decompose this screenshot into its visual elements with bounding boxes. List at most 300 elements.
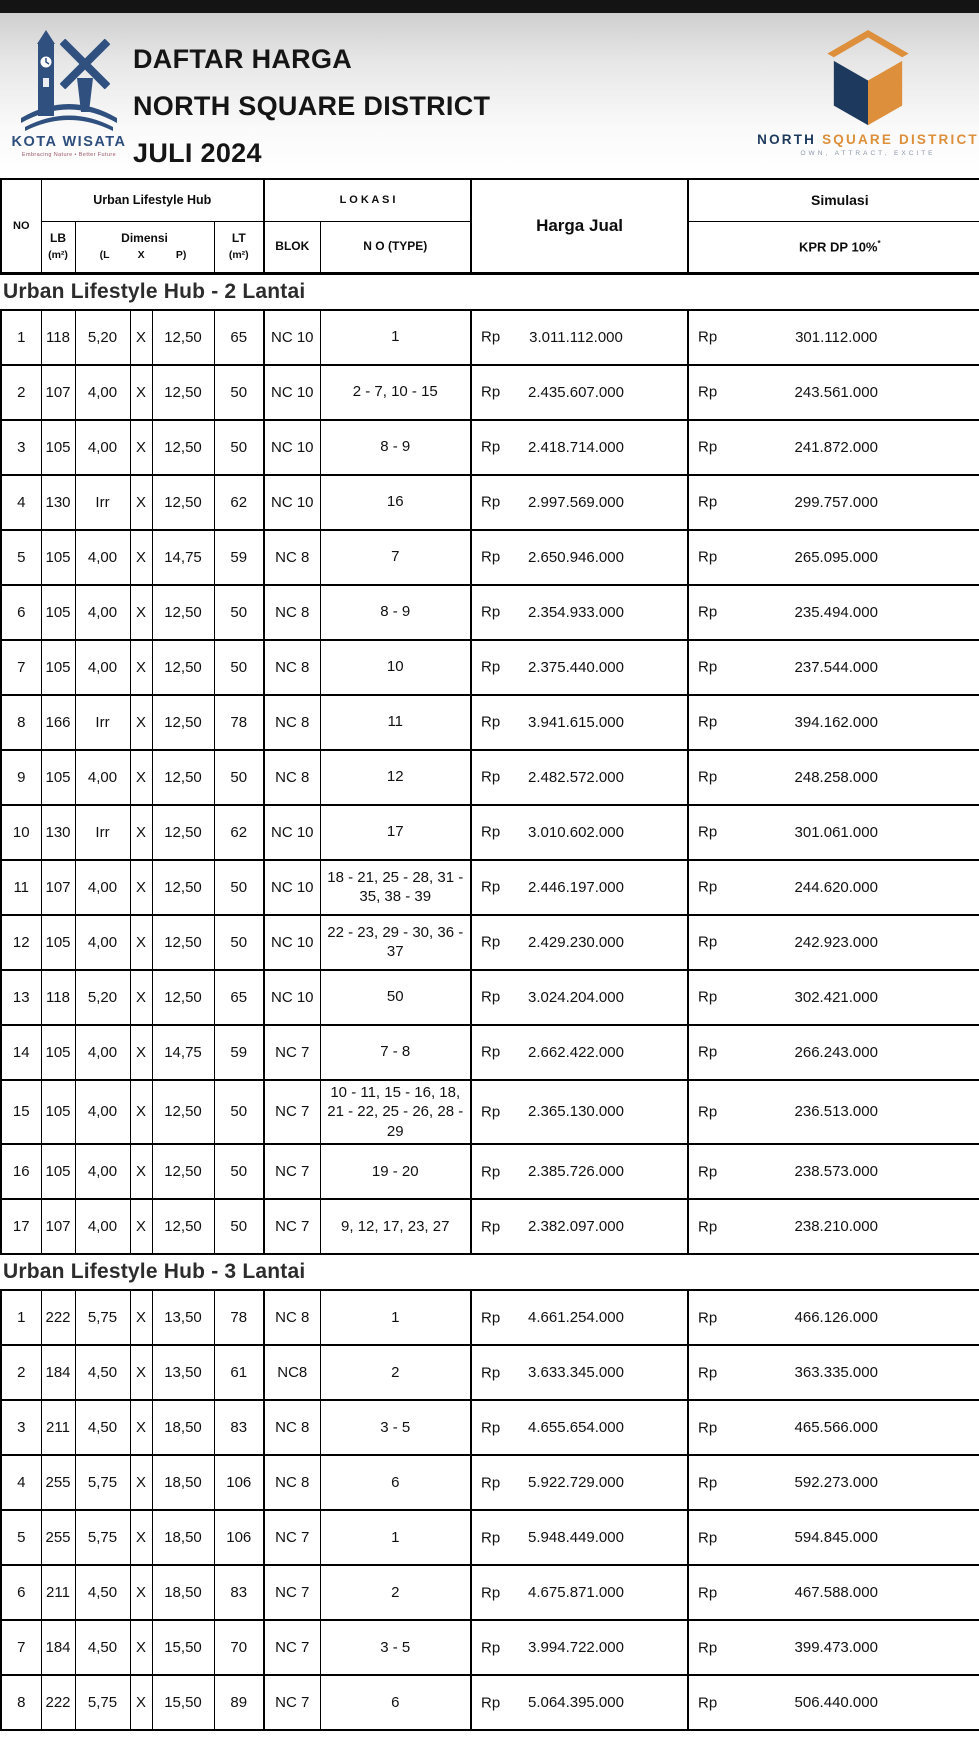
cell-no-type: 12 (320, 750, 471, 805)
cell-blok: NC 10 (264, 365, 320, 420)
col-header-kpr-dp: KPR DP 10%* (688, 221, 979, 273)
cell-dimensi-p: 13,50 (152, 1345, 214, 1400)
doc-title-line2: NORTH SQUARE DISTRICT (133, 91, 491, 121)
cell-blok: NC 8 (264, 585, 320, 640)
cell-lt: 70 (214, 1620, 264, 1675)
cell-no: 4 (1, 1455, 41, 1510)
cell-no: 6 (1, 1565, 41, 1620)
cell-lb: 255 (41, 1510, 75, 1565)
table-row (1, 1510, 979, 1565)
cell-lt: 62 (214, 475, 264, 530)
cell-dimensi-x: X (130, 1199, 152, 1254)
cell-no-type: 9, 12, 17, 23, 27 (320, 1199, 471, 1254)
cell-blok: NC8 (264, 1345, 320, 1400)
cell-dimensi-l: 4,00 (75, 860, 130, 915)
cell-dimensi-l: 4,00 (75, 420, 130, 475)
cell-dimensi-x: X (130, 585, 152, 640)
cell-kpr-dp: Rp 244.620.000 (688, 860, 979, 915)
cell-dimensi-p: 12,50 (152, 365, 214, 420)
cell-dimensi-x: X (130, 365, 152, 420)
cell-harga-jual: Rp 3.010.602.000 (471, 805, 688, 860)
col-header-harga-jual: Harga Jual (471, 179, 688, 273)
cell-dimensi-p: 14,75 (152, 1025, 214, 1080)
cell-dimensi-p: 13,50 (152, 1290, 214, 1345)
cell-harga-jual: Rp 3.011.112.000 (471, 310, 688, 365)
kota-wisata-tower-windmill-icon (8, 28, 130, 132)
nsd-wordmark (742, 132, 979, 147)
cell-dimensi-l: Irr (75, 805, 130, 860)
cell-lt: 83 (214, 1400, 264, 1455)
open-cube-icon (742, 30, 979, 126)
cell-dimensi-p: 12,50 (152, 420, 214, 475)
table-row (1, 1144, 979, 1199)
cell-kpr-dp: Rp 235.494.000 (688, 585, 979, 640)
cell-dimensi-l: 4,00 (75, 585, 130, 640)
cell-no-type: 7 (320, 530, 471, 585)
cell-lb: 118 (41, 310, 75, 365)
table-row (1, 970, 979, 1025)
cell-blok: NC 7 (264, 1620, 320, 1675)
cell-harga-jual: Rp 3.024.204.000 (471, 970, 688, 1025)
north-square-district-logo (742, 30, 979, 157)
cell-lt: 78 (214, 1290, 264, 1345)
cell-dimensi-p: 12,50 (152, 750, 214, 805)
table-row (1, 475, 979, 530)
cell-dimensi-x: X (130, 1290, 152, 1345)
cell-no: 14 (1, 1025, 41, 1080)
nsd-wordmark-north: NORTH (757, 132, 817, 147)
cell-lt: 59 (214, 1025, 264, 1080)
cell-harga-jual: Rp 2.365.130.000 (471, 1080, 688, 1145)
cell-lb: 105 (41, 1080, 75, 1145)
cell-no: 8 (1, 695, 41, 750)
cell-dimensi-x: X (130, 915, 152, 970)
cell-dimensi-x: X (130, 1144, 152, 1199)
cell-no-type: 7 - 8 (320, 1025, 471, 1080)
table-row (1, 1080, 979, 1145)
cell-harga-jual: Rp 2.446.197.000 (471, 860, 688, 915)
cell-no-type: 11 (320, 695, 471, 750)
cell-no-type: 6 (320, 1455, 471, 1510)
cell-harga-jual: Rp 2.662.422.000 (471, 1025, 688, 1080)
price-table-header (0, 178, 979, 275)
cell-lt: 50 (214, 1144, 264, 1199)
cell-kpr-dp: Rp 236.513.000 (688, 1080, 979, 1145)
cell-no: 12 (1, 915, 41, 970)
nsd-wordmark-square-district: SQUARE DISTRICT (822, 132, 979, 147)
cell-kpr-dp: Rp 394.162.000 (688, 695, 979, 750)
cell-kpr-dp: Rp 238.573.000 (688, 1144, 979, 1199)
table-row (1, 1620, 979, 1675)
cell-dimensi-l: Irr (75, 695, 130, 750)
kota-wisata-tagline: Embracing Nature • Better Future (21, 152, 117, 158)
table-row (1, 310, 979, 365)
cell-harga-jual: Rp 2.375.440.000 (471, 640, 688, 695)
cell-dimensi-x: X (130, 1510, 152, 1565)
cell-kpr-dp: Rp 399.473.000 (688, 1620, 979, 1675)
cell-blok: NC 7 (264, 1144, 320, 1199)
cell-no-type: 8 - 9 (320, 585, 471, 640)
doc-title-line1: DAFTAR HARGA (133, 44, 353, 74)
cell-dimensi-x: X (130, 530, 152, 585)
section-title: Urban Lifestyle Hub - 2 Lantai (3, 279, 306, 303)
col-group-lokasi: L O K A S I (264, 179, 471, 221)
cell-dimensi-p: 12,50 (152, 695, 214, 750)
cell-harga-jual: Rp 2.435.607.000 (471, 365, 688, 420)
cell-dimensi-x: X (130, 1080, 152, 1145)
cell-dimensi-l: 4,00 (75, 1025, 130, 1080)
cell-lt: 50 (214, 420, 264, 475)
cell-blok: NC 10 (264, 310, 320, 365)
cell-blok: NC 8 (264, 695, 320, 750)
cell-no: 5 (1, 1510, 41, 1565)
cell-no: 8 (1, 1675, 41, 1730)
col-header-lb: LB (m²) (41, 221, 75, 273)
cell-no-type: 50 (320, 970, 471, 1025)
cell-dimensi-x: X (130, 1345, 152, 1400)
col-header-lt: LT (m²) (214, 221, 264, 273)
price-table-sections (0, 275, 979, 1732)
table-row (1, 1675, 979, 1730)
cell-dimensi-x: X (130, 750, 152, 805)
cell-dimensi-p: 15,50 (152, 1675, 214, 1730)
cell-harga-jual: Rp 2.650.946.000 (471, 530, 688, 585)
table-row (1, 805, 979, 860)
cell-dimensi-p: 18,50 (152, 1400, 214, 1455)
cell-lb: 211 (41, 1400, 75, 1455)
cell-no: 15 (1, 1080, 41, 1145)
col-header-blok: BLOK (264, 221, 320, 273)
cell-lb: 105 (41, 585, 75, 640)
cell-harga-jual: Rp 4.655.654.000 (471, 1400, 688, 1455)
cell-dimensi-l: Irr (75, 475, 130, 530)
cell-lb: 105 (41, 530, 75, 585)
cell-lb: 211 (41, 1565, 75, 1620)
cell-kpr-dp: Rp 466.126.000 (688, 1290, 979, 1345)
kota-wisata-logo (8, 28, 130, 158)
table-row (1, 1565, 979, 1620)
cell-dimensi-p: 12,50 (152, 805, 214, 860)
price-table-area (0, 178, 979, 1731)
cell-no: 7 (1, 640, 41, 695)
price-table-section (0, 1289, 979, 1731)
cell-dimensi-x: X (130, 1675, 152, 1730)
table-row (1, 365, 979, 420)
cell-blok: NC 10 (264, 420, 320, 475)
cell-no: 1 (1, 1290, 41, 1345)
cell-dimensi-p: 14,75 (152, 530, 214, 585)
top-black-bar (0, 0, 979, 13)
cell-kpr-dp: Rp 301.061.000 (688, 805, 979, 860)
col-header-dimensi: Dimensi (L X P) (75, 221, 214, 273)
cell-lt: 59 (214, 530, 264, 585)
cell-dimensi-l: 5,75 (75, 1290, 130, 1345)
nsd-tagline: OWN, ATTRACT, EXCITE (800, 150, 936, 157)
cell-dimensi-x: X (130, 860, 152, 915)
cell-no: 11 (1, 860, 41, 915)
cell-lt: 89 (214, 1675, 264, 1730)
cell-no-type: 19 - 20 (320, 1144, 471, 1199)
cell-no-type: 1 (320, 1510, 471, 1565)
cell-dimensi-l: 4,50 (75, 1620, 130, 1675)
cell-harga-jual: Rp 2.385.726.000 (471, 1144, 688, 1199)
cell-dimensi-l: 4,00 (75, 1080, 130, 1145)
cell-no: 2 (1, 1345, 41, 1400)
cell-kpr-dp: Rp 363.335.000 (688, 1345, 979, 1400)
cell-kpr-dp: Rp 243.561.000 (688, 365, 979, 420)
cell-dimensi-x: X (130, 1565, 152, 1620)
cell-dimensi-x: X (130, 1455, 152, 1510)
cell-lb: 184 (41, 1620, 75, 1675)
table-row (1, 1025, 979, 1080)
cell-lt: 50 (214, 915, 264, 970)
cell-dimensi-l: 4,00 (75, 915, 130, 970)
cell-dimensi-p: 12,50 (152, 1144, 214, 1199)
cell-lb: 105 (41, 420, 75, 475)
cell-dimensi-x: X (130, 1400, 152, 1455)
cell-no-type: 6 (320, 1675, 471, 1730)
cell-no: 4 (1, 475, 41, 530)
cell-blok: NC 10 (264, 475, 320, 530)
cell-blok: NC 8 (264, 750, 320, 805)
cell-no-type: 8 - 9 (320, 420, 471, 475)
cell-dimensi-l: 4,00 (75, 640, 130, 695)
cell-no: 17 (1, 1199, 41, 1254)
cell-lb: 107 (41, 860, 75, 915)
cell-dimensi-l: 5,20 (75, 310, 130, 365)
cell-lb: 255 (41, 1455, 75, 1510)
cell-harga-jual: Rp 3.633.345.000 (471, 1345, 688, 1400)
price-table-section (0, 309, 979, 1256)
cell-dimensi-p: 15,50 (152, 1620, 214, 1675)
cell-dimensi-p: 12,50 (152, 915, 214, 970)
cell-lt: 65 (214, 970, 264, 1025)
cell-dimensi-p: 12,50 (152, 1199, 214, 1254)
cell-kpr-dp: Rp 237.544.000 (688, 640, 979, 695)
cell-dimensi-x: X (130, 1620, 152, 1675)
cell-dimensi-x: X (130, 1025, 152, 1080)
cell-no-type: 10 (320, 640, 471, 695)
cell-no: 1 (1, 310, 41, 365)
cell-no: 2 (1, 365, 41, 420)
cell-no-type: 18 - 21, 25 - 28, 31 - 35, 38 - 39 (320, 860, 471, 915)
table-row (1, 1199, 979, 1254)
cell-blok: NC 7 (264, 1510, 320, 1565)
cell-dimensi-x: X (130, 695, 152, 750)
cell-dimensi-p: 12,50 (152, 970, 214, 1025)
cell-lt: 106 (214, 1510, 264, 1565)
cell-lb: 105 (41, 915, 75, 970)
cell-harga-jual: Rp 3.941.615.000 (471, 695, 688, 750)
cell-no-type: 2 (320, 1345, 471, 1400)
cell-lt: 62 (214, 805, 264, 860)
cell-lb: 107 (41, 1199, 75, 1254)
cell-harga-jual: Rp 2.382.097.000 (471, 1199, 688, 1254)
cell-harga-jual: Rp 2.997.569.000 (471, 475, 688, 530)
col-group-urban-lifestyle-hub: Urban Lifestyle Hub (41, 179, 264, 221)
cell-no-type: 3 - 5 (320, 1400, 471, 1455)
cell-lt: 106 (214, 1455, 264, 1510)
cell-kpr-dp: Rp 242.923.000 (688, 915, 979, 970)
cell-lt: 50 (214, 365, 264, 420)
cell-harga-jual: Rp 2.354.933.000 (471, 585, 688, 640)
cell-blok: NC 7 (264, 1025, 320, 1080)
cell-kpr-dp: Rp 594.845.000 (688, 1510, 979, 1565)
table-row (1, 695, 979, 750)
cell-dimensi-l: 5,20 (75, 970, 130, 1025)
cell-no: 7 (1, 1620, 41, 1675)
cell-lt: 50 (214, 1080, 264, 1145)
cell-blok: NC 7 (264, 1675, 320, 1730)
table-row (1, 1455, 979, 1510)
cell-dimensi-p: 12,50 (152, 860, 214, 915)
cell-harga-jual: Rp 3.994.722.000 (471, 1620, 688, 1675)
table-row (1, 640, 979, 695)
cell-harga-jual: Rp 5.064.395.000 (471, 1675, 688, 1730)
cell-lb: 130 (41, 805, 75, 860)
cell-lb: 130 (41, 475, 75, 530)
cell-lt: 78 (214, 695, 264, 750)
cell-blok: NC 8 (264, 1455, 320, 1510)
cell-no: 13 (1, 970, 41, 1025)
cell-harga-jual: Rp 2.429.230.000 (471, 915, 688, 970)
cell-no: 9 (1, 750, 41, 805)
cell-dimensi-l: 4,00 (75, 365, 130, 420)
table-row (1, 585, 979, 640)
cell-no: 6 (1, 585, 41, 640)
cell-dimensi-p: 12,50 (152, 640, 214, 695)
cell-dimensi-l: 5,75 (75, 1675, 130, 1730)
cell-no-type: 1 (320, 310, 471, 365)
table-row (1, 420, 979, 475)
table-row (1, 750, 979, 805)
cell-dimensi-x: X (130, 475, 152, 530)
cell-dimensi-p: 12,50 (152, 585, 214, 640)
cell-dimensi-x: X (130, 310, 152, 365)
cell-no-type: 3 - 5 (320, 1620, 471, 1675)
cell-dimensi-l: 4,00 (75, 530, 130, 585)
cell-blok: NC 10 (264, 805, 320, 860)
cell-lt: 50 (214, 1199, 264, 1254)
cell-dimensi-l: 5,75 (75, 1510, 130, 1565)
cell-blok: NC 10 (264, 970, 320, 1025)
cell-dimensi-p: 12,50 (152, 1080, 214, 1145)
cell-dimensi-x: X (130, 420, 152, 475)
cell-lb: 118 (41, 970, 75, 1025)
section-title: Urban Lifestyle Hub - 3 Lantai (3, 1260, 306, 1283)
col-header-no: NO (1, 179, 41, 273)
cell-no: 16 (1, 1144, 41, 1199)
table-row (1, 860, 979, 915)
cell-kpr-dp: Rp 506.440.000 (688, 1675, 979, 1730)
cell-no-type: 17 (320, 805, 471, 860)
cell-no-type: 22 - 23, 29 - 30, 36 - 37 (320, 915, 471, 970)
table-row (1, 530, 979, 585)
cell-dimensi-p: 18,50 (152, 1455, 214, 1510)
cell-lb: 107 (41, 365, 75, 420)
cell-kpr-dp: Rp 266.243.000 (688, 1025, 979, 1080)
cell-kpr-dp: Rp 299.757.000 (688, 475, 979, 530)
cell-dimensi-p: 12,50 (152, 475, 214, 530)
cell-lb: 105 (41, 640, 75, 695)
cell-kpr-dp: Rp 265.095.000 (688, 530, 979, 585)
cell-blok: NC 7 (264, 1080, 320, 1145)
cell-lt: 65 (214, 310, 264, 365)
cell-blok: NC 10 (264, 915, 320, 970)
cell-lb: 184 (41, 1345, 75, 1400)
cell-kpr-dp: Rp 301.112.000 (688, 310, 979, 365)
cell-lb: 222 (41, 1290, 75, 1345)
cell-lb: 105 (41, 1144, 75, 1199)
cell-lt: 50 (214, 750, 264, 805)
cell-lt: 61 (214, 1345, 264, 1400)
cell-blok: NC 8 (264, 530, 320, 585)
cell-dimensi-l: 4,50 (75, 1345, 130, 1400)
cell-lb: 222 (41, 1675, 75, 1730)
kota-wisata-wordmark: KOTA WISATA (11, 134, 127, 150)
cell-blok: NC 8 (264, 640, 320, 695)
cell-harga-jual: Rp 5.922.729.000 (471, 1455, 688, 1510)
cell-lb: 105 (41, 1025, 75, 1080)
table-row (1, 915, 979, 970)
cell-harga-jual: Rp 5.948.449.000 (471, 1510, 688, 1565)
cell-kpr-dp: Rp 467.588.000 (688, 1565, 979, 1620)
cell-no: 10 (1, 805, 41, 860)
cell-blok: NC 8 (264, 1400, 320, 1455)
cell-no: 3 (1, 420, 41, 475)
table-row (1, 1290, 979, 1345)
cell-no-type: 16 (320, 475, 471, 530)
cell-no-type: 1 (320, 1290, 471, 1345)
cell-lt: 83 (214, 1565, 264, 1620)
col-group-simulasi: Simulasi (688, 179, 979, 221)
cell-dimensi-l: 5,75 (75, 1455, 130, 1510)
cell-dimensi-l: 4,00 (75, 1144, 130, 1199)
cell-lb: 105 (41, 750, 75, 805)
cell-no: 5 (1, 530, 41, 585)
cell-dimensi-p: 18,50 (152, 1510, 214, 1565)
cell-dimensi-x: X (130, 640, 152, 695)
cell-harga-jual: Rp 4.675.871.000 (471, 1565, 688, 1620)
cell-dimensi-l: 4,50 (75, 1565, 130, 1620)
cell-blok: NC 7 (264, 1565, 320, 1620)
cell-blok: NC 10 (264, 860, 320, 915)
cell-no-type: 2 - 7, 10 - 15 (320, 365, 471, 420)
cell-dimensi-p: 18,50 (152, 1565, 214, 1620)
cell-kpr-dp: Rp 592.273.000 (688, 1455, 979, 1510)
cell-lb: 166 (41, 695, 75, 750)
cell-harga-jual: Rp 4.661.254.000 (471, 1290, 688, 1345)
cell-harga-jual: Rp 2.482.572.000 (471, 750, 688, 805)
cell-no: 3 (1, 1400, 41, 1455)
cell-dimensi-l: 4,50 (75, 1400, 130, 1455)
table-row (1, 1345, 979, 1400)
cell-kpr-dp: Rp 238.210.000 (688, 1199, 979, 1254)
cell-no-type: 2 (320, 1565, 471, 1620)
cell-dimensi-x: X (130, 805, 152, 860)
cell-blok: NC 7 (264, 1199, 320, 1254)
col-header-no-type: N O (TYPE) (320, 221, 471, 273)
cell-kpr-dp: Rp 465.566.000 (688, 1400, 979, 1455)
cell-lt: 50 (214, 585, 264, 640)
table-row (1, 1400, 979, 1455)
document-title-block (133, 36, 490, 177)
cell-dimensi-l: 4,00 (75, 1199, 130, 1254)
cell-harga-jual: Rp 2.418.714.000 (471, 420, 688, 475)
cell-blok: NC 8 (264, 1290, 320, 1345)
cell-dimensi-l: 4,00 (75, 750, 130, 805)
cell-dimensi-p: 12,50 (152, 310, 214, 365)
